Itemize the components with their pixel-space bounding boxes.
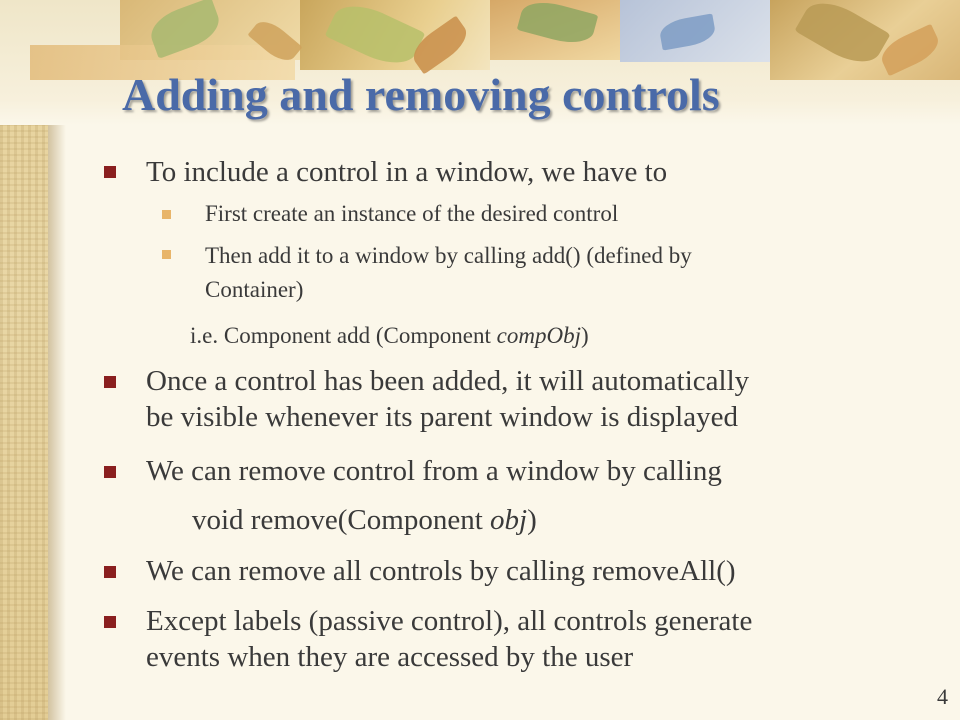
bullet-text: events when they are accessed by the user xyxy=(146,641,634,673)
bullet-square-icon xyxy=(104,616,116,628)
bullet-square-icon xyxy=(104,166,116,178)
sub-bullet-square-icon xyxy=(162,210,171,219)
slide-title: Adding and removing controls xyxy=(122,69,720,120)
signature-text: void remove(Component xyxy=(192,504,491,536)
signature-param: compObj xyxy=(496,323,581,348)
bullet-text: be visible whenever its parent window is displayed xyxy=(146,401,738,433)
signature-text: ) xyxy=(527,504,537,536)
sub-bullet-text: Container) xyxy=(205,277,304,302)
sub-bullet-square-icon xyxy=(162,250,171,259)
bullet-text: Except labels (passive control), all controls generate xyxy=(146,605,753,637)
bullet-square-icon xyxy=(104,566,116,578)
method-signature xyxy=(192,502,537,538)
signature-param: obj xyxy=(490,504,528,536)
bullet-text: To include a control in a window, we have to xyxy=(146,156,668,188)
bullet-text: Once a control has been added, it will automatically xyxy=(146,365,750,397)
sub-bullet-text: First create an instance of the desired control xyxy=(205,201,619,226)
page-number: 4 xyxy=(937,684,948,709)
bullet-square-icon xyxy=(104,466,116,478)
sub-bullet-text: Then add it to a window by calling add() (defined by xyxy=(205,243,692,268)
signature-text: ) xyxy=(580,323,589,348)
bullet-text: We can remove all controls by calling removeAll() xyxy=(146,555,736,587)
bullet-text: We can remove control from a window by calling xyxy=(146,455,722,487)
bullet-square-icon xyxy=(104,376,116,388)
method-signature xyxy=(190,321,589,351)
signature-text: i.e. Component add (Component xyxy=(190,323,497,348)
